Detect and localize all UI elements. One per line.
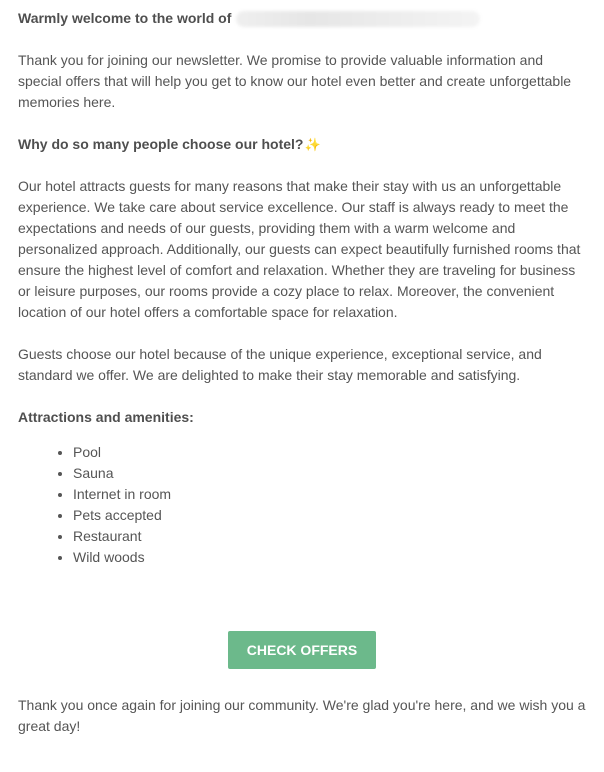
list-item: • Pool <box>73 442 586 463</box>
amenities-heading: Attractions and amenities: <box>18 409 194 425</box>
why-heading <box>18 134 586 155</box>
redacted-hotel-name <box>236 11 480 27</box>
greeting-text: Warmly welcome to the world of <box>18 10 232 26</box>
check-offers-button[interactable]: CHECK OFFERS <box>228 631 376 669</box>
intro-paragraph: Thank you for joining our newsletter. We promise to provide valuable information and special offers that will help you get to know our hotel even better and create unforgettable memories here. <box>18 52 572 110</box>
list-item: • Restaurant <box>73 526 586 547</box>
body-paragraph-2: Guests choose our hotel because of the unique experience, exceptional service, and standard we offer. We are delighted to make their stay memorable and satisfying. <box>18 346 542 383</box>
why-heading-text: Why do so many people choose our hotel? <box>18 136 304 152</box>
amenities-list <box>18 442 586 568</box>
list-item: • Wild woods <box>73 547 586 568</box>
cta-container <box>18 631 586 669</box>
list-item: • Internet in room <box>73 484 586 505</box>
list-item: • Pets accepted <box>73 505 586 526</box>
greeting-heading <box>18 8 586 29</box>
body-paragraph-1: Our hotel attracts guests for many reasons that make their stay with us an unforgettable experience. We take care about service excellence. Our staff is always ready to meet the expectations and needs of our guests, providing them with a warm welcome and personalized approach. Additionally, our guests can expect beautifully furnished rooms that ensure the highest level of comfort and relaxation. Whether they are traveling for business or leisure purposes, our rooms provide a cozy place to relax. Moreover, the convenient location of our hotel offers a comfortable space for relaxation. <box>18 178 581 320</box>
closing-paragraph: Thank you once again for joining our community. We're glad you're here, and we wish you a great day! <box>18 697 586 734</box>
list-item: • Sauna <box>73 463 586 484</box>
sparkles-icon: ✨ <box>304 137 321 152</box>
